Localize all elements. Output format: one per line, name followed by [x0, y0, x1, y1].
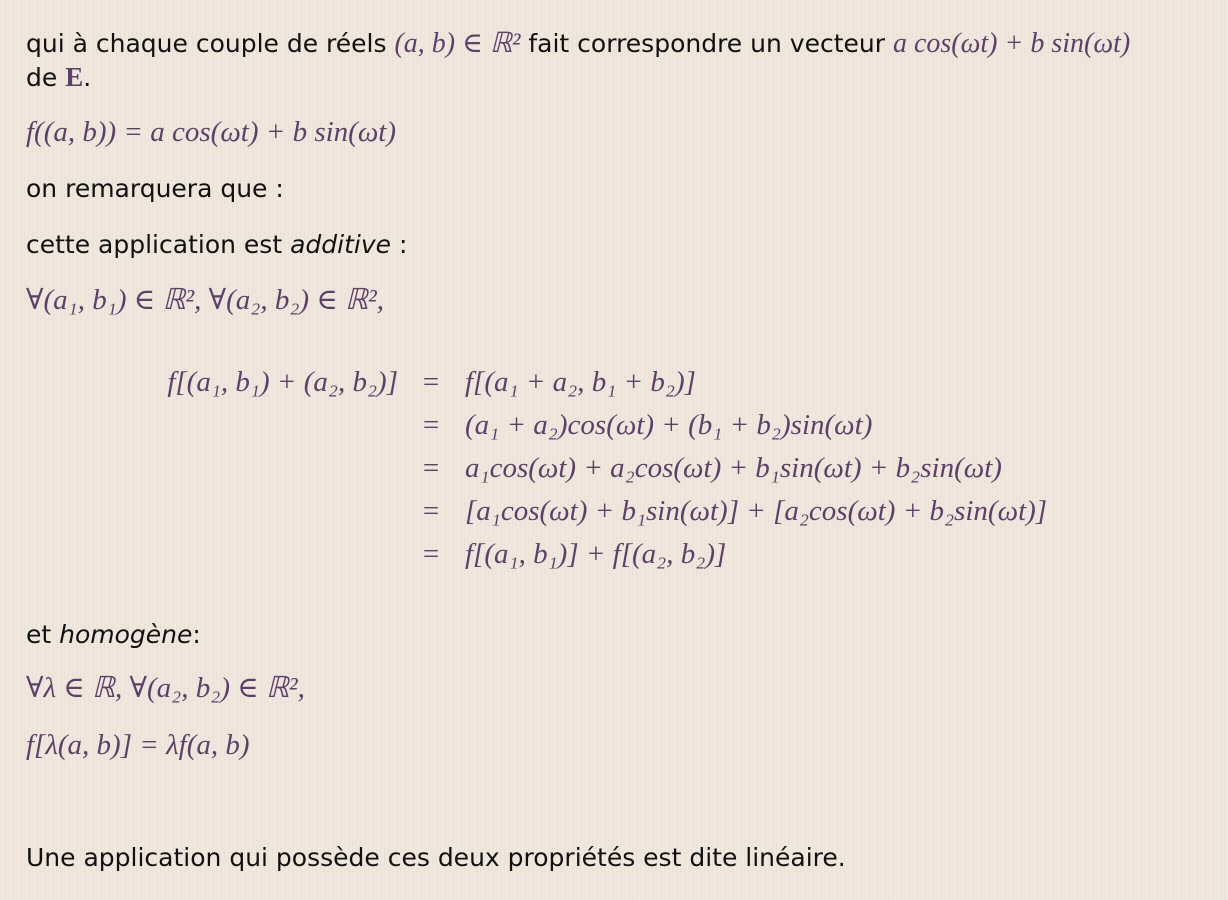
intro-text-3: de: [26, 63, 66, 92]
intro-text-2: fait correspondre un vecteur: [520, 29, 893, 58]
derivation-step-2: (a₁ + a₂)cos(ωt) + (b₁ + b₂)sin(ωt): [465, 409, 873, 441]
space-symbol: E: [65, 62, 84, 92]
additive-line: [26, 232, 407, 257]
additive-prefix: cette application est: [26, 230, 291, 259]
additive-suffix: :: [391, 230, 408, 259]
derivation-lhs: f[(a₁, b₁) + (a₂, b₂)]: [167, 366, 398, 398]
equals-sign: =: [422, 538, 440, 570]
homogeneous-formula: f[λ(a, b)] = λf(a, b): [26, 729, 250, 761]
equals-sign: =: [422, 452, 440, 484]
additive-keyword: additive: [290, 230, 391, 259]
homogeneous-prefix: et: [26, 620, 60, 649]
derivation-step-5: f[(a₁, b₁)] + f[(a₂, b₂)]: [465, 538, 727, 570]
intro-line-1: [26, 30, 1130, 58]
intro-line-2: [26, 64, 91, 91]
homogeneous-line: [26, 622, 201, 647]
intro-text-4: .: [83, 63, 92, 92]
remark-text: on remarquera que :: [26, 174, 284, 203]
equals-sign: =: [422, 495, 440, 527]
intro-math-couple: (a, b) ∈ ℝ²: [394, 28, 521, 59]
derivation-step-4: [a₁cos(ωt) + b₁sin(ωt)] + [a₂cos(ωt) + b₂sin(ωt)]: [465, 495, 1048, 527]
definition-formula: f((a, b)) = a cos(ωt) + b sin(ωt): [26, 116, 397, 148]
homogeneous-keyword: homogène: [59, 620, 193, 649]
intro-math-vector: a cos(ωt) + b sin(ωt): [892, 28, 1131, 59]
equals-sign: =: [422, 366, 440, 398]
homogeneous-suffix: :: [192, 620, 201, 649]
equals-sign: =: [422, 409, 440, 441]
homogeneous-quantifier: ∀λ ∈ ℝ, ∀(a₂, b₂) ∈ ℝ²,: [26, 672, 305, 704]
conclusion-text: Une application qui possède ces deux propriétés est dite linéaire.: [26, 843, 846, 872]
derivation-step-1: f[(a₁ + a₂, b₁ + b₂)]: [465, 366, 696, 398]
derivation-step-3: a₁cos(ωt) + a₂cos(ωt) + b₁sin(ωt) + b₂sin(ωt): [465, 452, 1002, 484]
additive-quantifier: ∀(a₁, b₁) ∈ ℝ², ∀(a₂, b₂) ∈ ℝ²,: [26, 284, 384, 316]
intro-text-1: qui à chaque couple de réels: [26, 29, 395, 58]
